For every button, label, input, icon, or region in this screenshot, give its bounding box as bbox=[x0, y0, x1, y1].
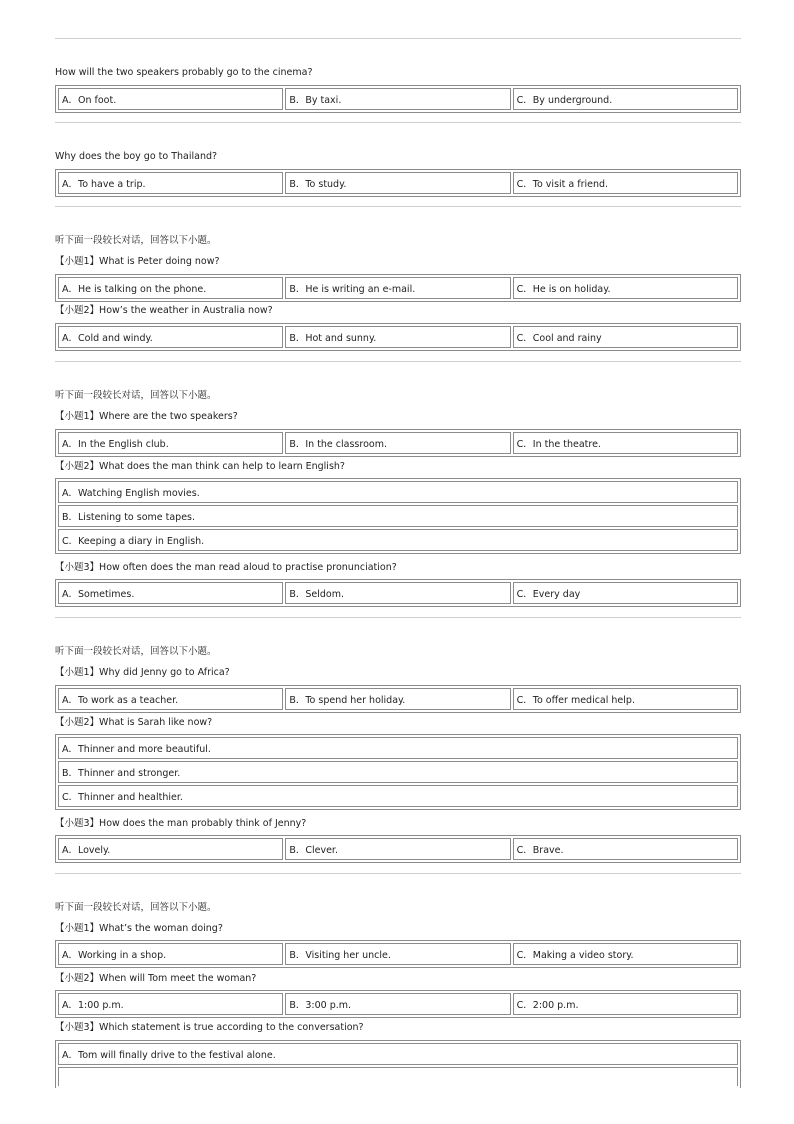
option-a[interactable]: A．Lovely. bbox=[58, 838, 283, 860]
option-b[interactable]: B．Seldom. bbox=[285, 582, 510, 604]
option-c[interactable]: C．2:00 p.m. bbox=[513, 993, 738, 1015]
option-c[interactable]: C．Thinner and healthier. bbox=[58, 785, 738, 807]
options-table bbox=[55, 990, 741, 1018]
separator bbox=[55, 122, 741, 123]
option-b[interactable]: B．Thinner and stronger. bbox=[58, 761, 738, 783]
sub-question-text: 【小题2】What does the man think can help to learn English? bbox=[55, 461, 345, 472]
option-b[interactable]: B．To spend her holiday. bbox=[285, 688, 510, 710]
option-c[interactable]: C．To offer medical help. bbox=[513, 688, 738, 710]
options-table bbox=[55, 169, 741, 197]
separator bbox=[55, 38, 741, 39]
sub-question-text: 【小题1】Why did Jenny go to Africa? bbox=[55, 667, 230, 678]
options-table bbox=[55, 835, 741, 863]
option-c[interactable]: C．By underground. bbox=[513, 88, 738, 110]
section-intro: 听下面一段较长对话，回答以下小题。 bbox=[55, 235, 217, 246]
separator bbox=[55, 617, 741, 618]
option-b[interactable]: B．By taxi. bbox=[285, 88, 510, 110]
sub-question-text: 【小题3】Which statement is true according to the conversation? bbox=[55, 1022, 364, 1033]
option-b[interactable]: B．Visiting her uncle. bbox=[285, 943, 510, 965]
option-b[interactable]: B．Hot and sunny. bbox=[285, 326, 510, 348]
option-c[interactable]: C．Brave. bbox=[513, 838, 738, 860]
option-a[interactable]: A．To have a trip. bbox=[58, 172, 283, 194]
option-a[interactable]: A．Working in a shop. bbox=[58, 943, 283, 965]
separator bbox=[55, 873, 741, 874]
option-a[interactable]: A．On foot. bbox=[58, 88, 283, 110]
options-table-stacked bbox=[55, 1040, 741, 1088]
sub-question-text: 【小题2】How’s the weather in Australia now? bbox=[55, 305, 273, 316]
option-b[interactable]: B．3:00 p.m. bbox=[285, 993, 510, 1015]
option-a[interactable]: A．In the English club. bbox=[58, 432, 283, 454]
options-table bbox=[55, 274, 741, 302]
section-intro: 听下面一段较长对话，回答以下小题。 bbox=[55, 390, 217, 401]
option-c[interactable]: C．Keeping a diary in English. bbox=[58, 529, 738, 551]
sub-question-text: 【小题1】What is Peter doing now? bbox=[55, 256, 220, 267]
options-table bbox=[55, 429, 741, 457]
options-table bbox=[55, 685, 741, 713]
option-c[interactable]: C．Making a video story. bbox=[513, 943, 738, 965]
option-b[interactable]: B．Clever. bbox=[285, 838, 510, 860]
options-table bbox=[55, 323, 741, 351]
question-text: How will the two speakers probably go to the cinema? bbox=[55, 67, 313, 78]
sub-question-text: 【小题1】Where are the two speakers? bbox=[55, 411, 238, 422]
sub-question-text: 【小题1】What’s the woman doing? bbox=[55, 923, 223, 934]
option-a[interactable]: A．Tom will finally drive to the festival alone. bbox=[58, 1043, 738, 1065]
option-c[interactable]: C．He is on holiday. bbox=[513, 277, 738, 299]
option-c[interactable]: C．Every day bbox=[513, 582, 738, 604]
option-c[interactable]: C．In the theatre. bbox=[513, 432, 738, 454]
options-table bbox=[55, 85, 741, 113]
section-intro: 听下面一段较长对话，回答以下小题。 bbox=[55, 902, 217, 913]
separator bbox=[55, 206, 741, 207]
option-b-cut-off[interactable] bbox=[58, 1067, 738, 1086]
options-table-stacked bbox=[55, 478, 741, 554]
option-c[interactable]: C．To visit a friend. bbox=[513, 172, 738, 194]
option-a[interactable]: A．Sometimes. bbox=[58, 582, 283, 604]
options-table bbox=[55, 940, 741, 968]
option-c[interactable]: C．Cool and rainy bbox=[513, 326, 738, 348]
separator bbox=[55, 361, 741, 362]
options-table-stacked bbox=[55, 734, 741, 810]
option-b[interactable]: B．Listening to some tapes. bbox=[58, 505, 738, 527]
question-text: Why does the boy go to Thailand? bbox=[55, 151, 218, 162]
option-b[interactable]: B．He is writing an e-mail. bbox=[285, 277, 510, 299]
option-a[interactable]: A．1:00 p.m. bbox=[58, 993, 283, 1015]
option-a[interactable]: A．Cold and windy. bbox=[58, 326, 283, 348]
options-table bbox=[55, 579, 741, 607]
sub-question-text: 【小题3】How does the man probably think of Jenny? bbox=[55, 818, 307, 829]
section-intro: 听下面一段较长对话，回答以下小题。 bbox=[55, 646, 217, 657]
option-a[interactable]: A．He is talking on the phone. bbox=[58, 277, 283, 299]
option-b[interactable]: B．To study. bbox=[285, 172, 510, 194]
option-a[interactable]: A．Watching English movies. bbox=[58, 481, 738, 503]
sub-question-text: 【小题2】When will Tom meet the woman? bbox=[55, 973, 257, 984]
option-a[interactable]: A．Thinner and more beautiful. bbox=[58, 737, 738, 759]
sub-question-text: 【小题3】How often does the man read aloud to practise pronunciation? bbox=[55, 562, 397, 573]
option-a[interactable]: A．To work as a teacher. bbox=[58, 688, 283, 710]
option-b[interactable]: B．In the classroom. bbox=[285, 432, 510, 454]
sub-question-text: 【小题2】What is Sarah like now? bbox=[55, 717, 213, 728]
